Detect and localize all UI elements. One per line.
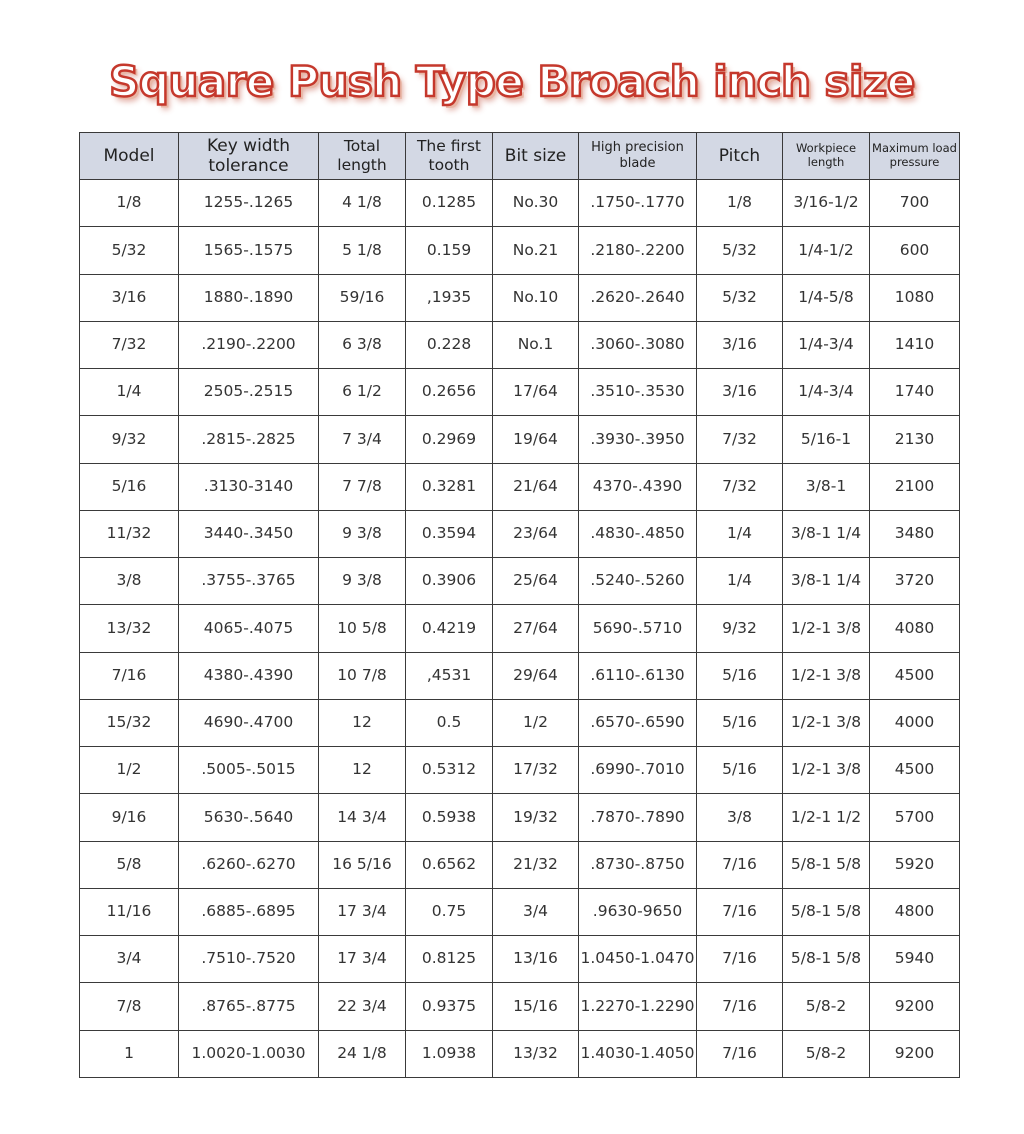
cell-total-length: 7 7/8 — [319, 463, 406, 510]
cell-workpiece-length: 1/2-1 3/8 — [783, 652, 870, 699]
cell-high-precision-blade: .7870-.7890 — [579, 794, 697, 841]
cell-model: 7/8 — [80, 983, 179, 1030]
table-row — [80, 983, 960, 1030]
table-row — [80, 794, 960, 841]
cell-first-tooth: ,1935 — [406, 274, 493, 321]
cell-max-load-pressure: 9200 — [870, 983, 960, 1030]
cell-pitch: 7/16 — [697, 983, 783, 1030]
cell-first-tooth: 0.1285 — [406, 180, 493, 227]
cell-key-width-tolerance: .3130-3140 — [179, 463, 319, 510]
cell-pitch: 1/8 — [697, 180, 783, 227]
cell-workpiece-length: 1/2-1 3/8 — [783, 699, 870, 746]
cell-bit-size: No.1 — [493, 321, 579, 368]
cell-max-load-pressure: 4500 — [870, 747, 960, 794]
cell-max-load-pressure: 2130 — [870, 416, 960, 463]
cell-high-precision-blade: .3930-.3950 — [579, 416, 697, 463]
cell-high-precision-blade: 1.2270-1.2290 — [579, 983, 697, 1030]
cell-max-load-pressure: 700 — [870, 180, 960, 227]
cell-bit-size: 27/64 — [493, 605, 579, 652]
cell-pitch: 3/16 — [697, 321, 783, 368]
table-row — [80, 747, 960, 794]
cell-key-width-tolerance: .2190-.2200 — [179, 321, 319, 368]
cell-max-load-pressure: 3720 — [870, 558, 960, 605]
cell-model: 13/32 — [80, 605, 179, 652]
header-bit-size: Bit size — [493, 133, 579, 180]
cell-key-width-tolerance: 1255-.1265 — [179, 180, 319, 227]
cell-high-precision-blade: .5240-.5260 — [579, 558, 697, 605]
table-row — [80, 274, 960, 321]
cell-max-load-pressure: 4000 — [870, 699, 960, 746]
cell-model: 7/32 — [80, 321, 179, 368]
cell-pitch: 5/16 — [697, 699, 783, 746]
cell-key-width-tolerance: .8765-.8775 — [179, 983, 319, 1030]
cell-high-precision-blade: .6570-.6590 — [579, 699, 697, 746]
cell-key-width-tolerance: 1.0020-1.0030 — [179, 1030, 319, 1078]
table-row — [80, 699, 960, 746]
cell-max-load-pressure: 1410 — [870, 321, 960, 368]
cell-workpiece-length: 5/16-1 — [783, 416, 870, 463]
cell-key-width-tolerance: 5630-.5640 — [179, 794, 319, 841]
header-high-precision-blade: High precision blade — [579, 133, 697, 180]
cell-high-precision-blade: .6990-.7010 — [579, 747, 697, 794]
cell-max-load-pressure: 600 — [870, 227, 960, 274]
cell-workpiece-length: 3/8-1 1/4 — [783, 510, 870, 557]
cell-workpiece-length: 3/8-1 1/4 — [783, 558, 870, 605]
cell-model: 1/2 — [80, 747, 179, 794]
cell-model: 5/8 — [80, 841, 179, 888]
cell-key-width-tolerance: .2815-.2825 — [179, 416, 319, 463]
cell-high-precision-blade: 4370-.4390 — [579, 463, 697, 510]
cell-model: 9/32 — [80, 416, 179, 463]
cell-bit-size: 25/64 — [493, 558, 579, 605]
cell-total-length: 59/16 — [319, 274, 406, 321]
cell-first-tooth: 0.5938 — [406, 794, 493, 841]
cell-max-load-pressure: 4500 — [870, 652, 960, 699]
cell-total-length: 17 3/4 — [319, 936, 406, 983]
cell-bit-size: 21/64 — [493, 463, 579, 510]
cell-bit-size: 15/16 — [493, 983, 579, 1030]
cell-high-precision-blade: .1750-.1770 — [579, 180, 697, 227]
cell-bit-size: No.30 — [493, 180, 579, 227]
cell-pitch: 5/32 — [697, 274, 783, 321]
cell-bit-size: No.21 — [493, 227, 579, 274]
cell-key-width-tolerance: 4380-.4390 — [179, 652, 319, 699]
header-key-width-tolerance: Key width tolerance — [179, 133, 319, 180]
cell-high-precision-blade: .3510-.3530 — [579, 369, 697, 416]
table-body — [80, 180, 960, 1078]
cell-workpiece-length: 3/16-1/2 — [783, 180, 870, 227]
cell-total-length: 7 3/4 — [319, 416, 406, 463]
cell-model: 1 — [80, 1030, 179, 1078]
cell-first-tooth: 0.159 — [406, 227, 493, 274]
cell-bit-size: 23/64 — [493, 510, 579, 557]
header-model: Model — [80, 133, 179, 180]
cell-first-tooth: 0.4219 — [406, 605, 493, 652]
cell-total-length: 10 5/8 — [319, 605, 406, 652]
cell-workpiece-length: 5/8-2 — [783, 1030, 870, 1078]
table-row — [80, 180, 960, 227]
cell-key-width-tolerance: .6260-.6270 — [179, 841, 319, 888]
cell-total-length: 17 3/4 — [319, 888, 406, 935]
table-row — [80, 605, 960, 652]
cell-bit-size: 21/32 — [493, 841, 579, 888]
header-total-length: Total length — [319, 133, 406, 180]
cell-model: 5/32 — [80, 227, 179, 274]
table-row — [80, 1030, 960, 1078]
cell-workpiece-length: 5/8-1 5/8 — [783, 841, 870, 888]
cell-model: 15/32 — [80, 699, 179, 746]
cell-max-load-pressure: 1740 — [870, 369, 960, 416]
cell-total-length: 10 7/8 — [319, 652, 406, 699]
cell-workpiece-length: 1/4-3/4 — [783, 369, 870, 416]
cell-total-length: 16 5/16 — [319, 841, 406, 888]
cell-workpiece-length: 5/8-1 5/8 — [783, 936, 870, 983]
cell-pitch: 7/16 — [697, 888, 783, 935]
header-pitch: Pitch — [697, 133, 783, 180]
cell-high-precision-blade: 1.4030-1.4050 — [579, 1030, 697, 1078]
cell-key-width-tolerance: 2505-.2515 — [179, 369, 319, 416]
cell-first-tooth: 1.0938 — [406, 1030, 493, 1078]
cell-bit-size: 1/2 — [493, 699, 579, 746]
cell-total-length: 14 3/4 — [319, 794, 406, 841]
cell-bit-size: 3/4 — [493, 888, 579, 935]
cell-pitch: 7/16 — [697, 1030, 783, 1078]
cell-total-length: 12 — [319, 747, 406, 794]
cell-first-tooth: 0.2656 — [406, 369, 493, 416]
cell-model: 5/16 — [80, 463, 179, 510]
cell-high-precision-blade: 5690-.5710 — [579, 605, 697, 652]
cell-bit-size: 13/32 — [493, 1030, 579, 1078]
cell-bit-size: 17/64 — [493, 369, 579, 416]
broach-spec-table — [79, 132, 960, 1078]
cell-pitch: 5/16 — [697, 747, 783, 794]
cell-first-tooth: 0.6562 — [406, 841, 493, 888]
header-maximum-load-pressure: Maximum load pressure — [870, 133, 960, 180]
cell-total-length: 6 3/8 — [319, 321, 406, 368]
table-row — [80, 841, 960, 888]
cell-model: 1/8 — [80, 180, 179, 227]
table-row — [80, 463, 960, 510]
cell-pitch: 5/16 — [697, 652, 783, 699]
cell-high-precision-blade: 1.0450-1.0470 — [579, 936, 697, 983]
cell-first-tooth: ,4531 — [406, 652, 493, 699]
cell-high-precision-blade: .2620-.2640 — [579, 274, 697, 321]
cell-model: 1/4 — [80, 369, 179, 416]
cell-workpiece-length: 1/2-1 3/8 — [783, 747, 870, 794]
cell-first-tooth: 0.228 — [406, 321, 493, 368]
cell-model: 11/16 — [80, 888, 179, 935]
cell-high-precision-blade: .4830-.4850 — [579, 510, 697, 557]
cell-total-length: 9 3/8 — [319, 510, 406, 557]
cell-first-tooth: 0.75 — [406, 888, 493, 935]
cell-max-load-pressure: 1080 — [870, 274, 960, 321]
cell-workpiece-length: 3/8-1 — [783, 463, 870, 510]
cell-key-width-tolerance: 1565-.1575 — [179, 227, 319, 274]
cell-key-width-tolerance: .3755-.3765 — [179, 558, 319, 605]
cell-first-tooth: 0.3281 — [406, 463, 493, 510]
cell-workpiece-length: 1/2-1 1/2 — [783, 794, 870, 841]
cell-pitch: 7/16 — [697, 936, 783, 983]
cell-pitch: 3/16 — [697, 369, 783, 416]
cell-first-tooth: 0.8125 — [406, 936, 493, 983]
cell-model: 9/16 — [80, 794, 179, 841]
cell-pitch: 3/8 — [697, 794, 783, 841]
cell-high-precision-blade: .3060-.3080 — [579, 321, 697, 368]
cell-max-load-pressure: 5940 — [870, 936, 960, 983]
cell-bit-size: 19/64 — [493, 416, 579, 463]
table-row — [80, 321, 960, 368]
cell-key-width-tolerance: .7510-.7520 — [179, 936, 319, 983]
cell-pitch: 9/32 — [697, 605, 783, 652]
cell-first-tooth: 0.5 — [406, 699, 493, 746]
cell-workpiece-length: 1/4-1/2 — [783, 227, 870, 274]
cell-max-load-pressure: 3480 — [870, 510, 960, 557]
cell-key-width-tolerance: 3440-.3450 — [179, 510, 319, 557]
cell-max-load-pressure: 4080 — [870, 605, 960, 652]
cell-high-precision-blade: .2180-.2200 — [579, 227, 697, 274]
cell-pitch: 7/32 — [697, 416, 783, 463]
cell-first-tooth: 0.5312 — [406, 747, 493, 794]
cell-pitch: 7/16 — [697, 841, 783, 888]
cell-bit-size: 19/32 — [493, 794, 579, 841]
page-title: Square Push Type Broach inch size — [109, 57, 915, 106]
cell-bit-size: 17/32 — [493, 747, 579, 794]
cell-first-tooth: 0.3594 — [406, 510, 493, 557]
cell-total-length: 12 — [319, 699, 406, 746]
table-row — [80, 558, 960, 605]
cell-max-load-pressure: 4800 — [870, 888, 960, 935]
header-first-tooth: The first tooth — [406, 133, 493, 180]
cell-workpiece-length: 5/8-2 — [783, 983, 870, 1030]
cell-workpiece-length: 1/4-5/8 — [783, 274, 870, 321]
cell-model: 3/4 — [80, 936, 179, 983]
cell-model: 3/16 — [80, 274, 179, 321]
cell-bit-size: No.10 — [493, 274, 579, 321]
cell-model: 3/8 — [80, 558, 179, 605]
header-workpiece-length: Workpiece length — [783, 133, 870, 180]
cell-key-width-tolerance: .5005-.5015 — [179, 747, 319, 794]
table-header-row — [80, 133, 960, 180]
cell-bit-size: 13/16 — [493, 936, 579, 983]
cell-pitch: 1/4 — [697, 510, 783, 557]
cell-pitch: 1/4 — [697, 558, 783, 605]
cell-workpiece-length: 1/2-1 3/8 — [783, 605, 870, 652]
cell-first-tooth: 0.3906 — [406, 558, 493, 605]
cell-key-width-tolerance: 4690-.4700 — [179, 699, 319, 746]
cell-total-length: 24 1/8 — [319, 1030, 406, 1078]
cell-high-precision-blade: .8730-.8750 — [579, 841, 697, 888]
cell-total-length: 9 3/8 — [319, 558, 406, 605]
cell-workpiece-length: 1/4-3/4 — [783, 321, 870, 368]
cell-key-width-tolerance: 1880-.1890 — [179, 274, 319, 321]
cell-max-load-pressure: 5700 — [870, 794, 960, 841]
cell-model: 7/16 — [80, 652, 179, 699]
cell-high-precision-blade: .9630-9650 — [579, 888, 697, 935]
cell-max-load-pressure: 9200 — [870, 1030, 960, 1078]
cell-pitch: 7/32 — [697, 463, 783, 510]
table-row — [80, 227, 960, 274]
cell-key-width-tolerance: .6885-.6895 — [179, 888, 319, 935]
table-row — [80, 510, 960, 557]
cell-max-load-pressure: 2100 — [870, 463, 960, 510]
cell-first-tooth: 0.9375 — [406, 983, 493, 1030]
table-row — [80, 936, 960, 983]
table-row — [80, 652, 960, 699]
table-row — [80, 888, 960, 935]
cell-bit-size: 29/64 — [493, 652, 579, 699]
cell-total-length: 6 1/2 — [319, 369, 406, 416]
cell-total-length: 22 3/4 — [319, 983, 406, 1030]
cell-total-length: 4 1/8 — [319, 180, 406, 227]
cell-max-load-pressure: 5920 — [870, 841, 960, 888]
table-row — [80, 369, 960, 416]
cell-pitch: 5/32 — [697, 227, 783, 274]
table-row — [80, 416, 960, 463]
cell-workpiece-length: 5/8-1 5/8 — [783, 888, 870, 935]
cell-total-length: 5 1/8 — [319, 227, 406, 274]
cell-high-precision-blade: .6110-.6130 — [579, 652, 697, 699]
cell-key-width-tolerance: 4065-.4075 — [179, 605, 319, 652]
cell-first-tooth: 0.2969 — [406, 416, 493, 463]
cell-model: 11/32 — [80, 510, 179, 557]
